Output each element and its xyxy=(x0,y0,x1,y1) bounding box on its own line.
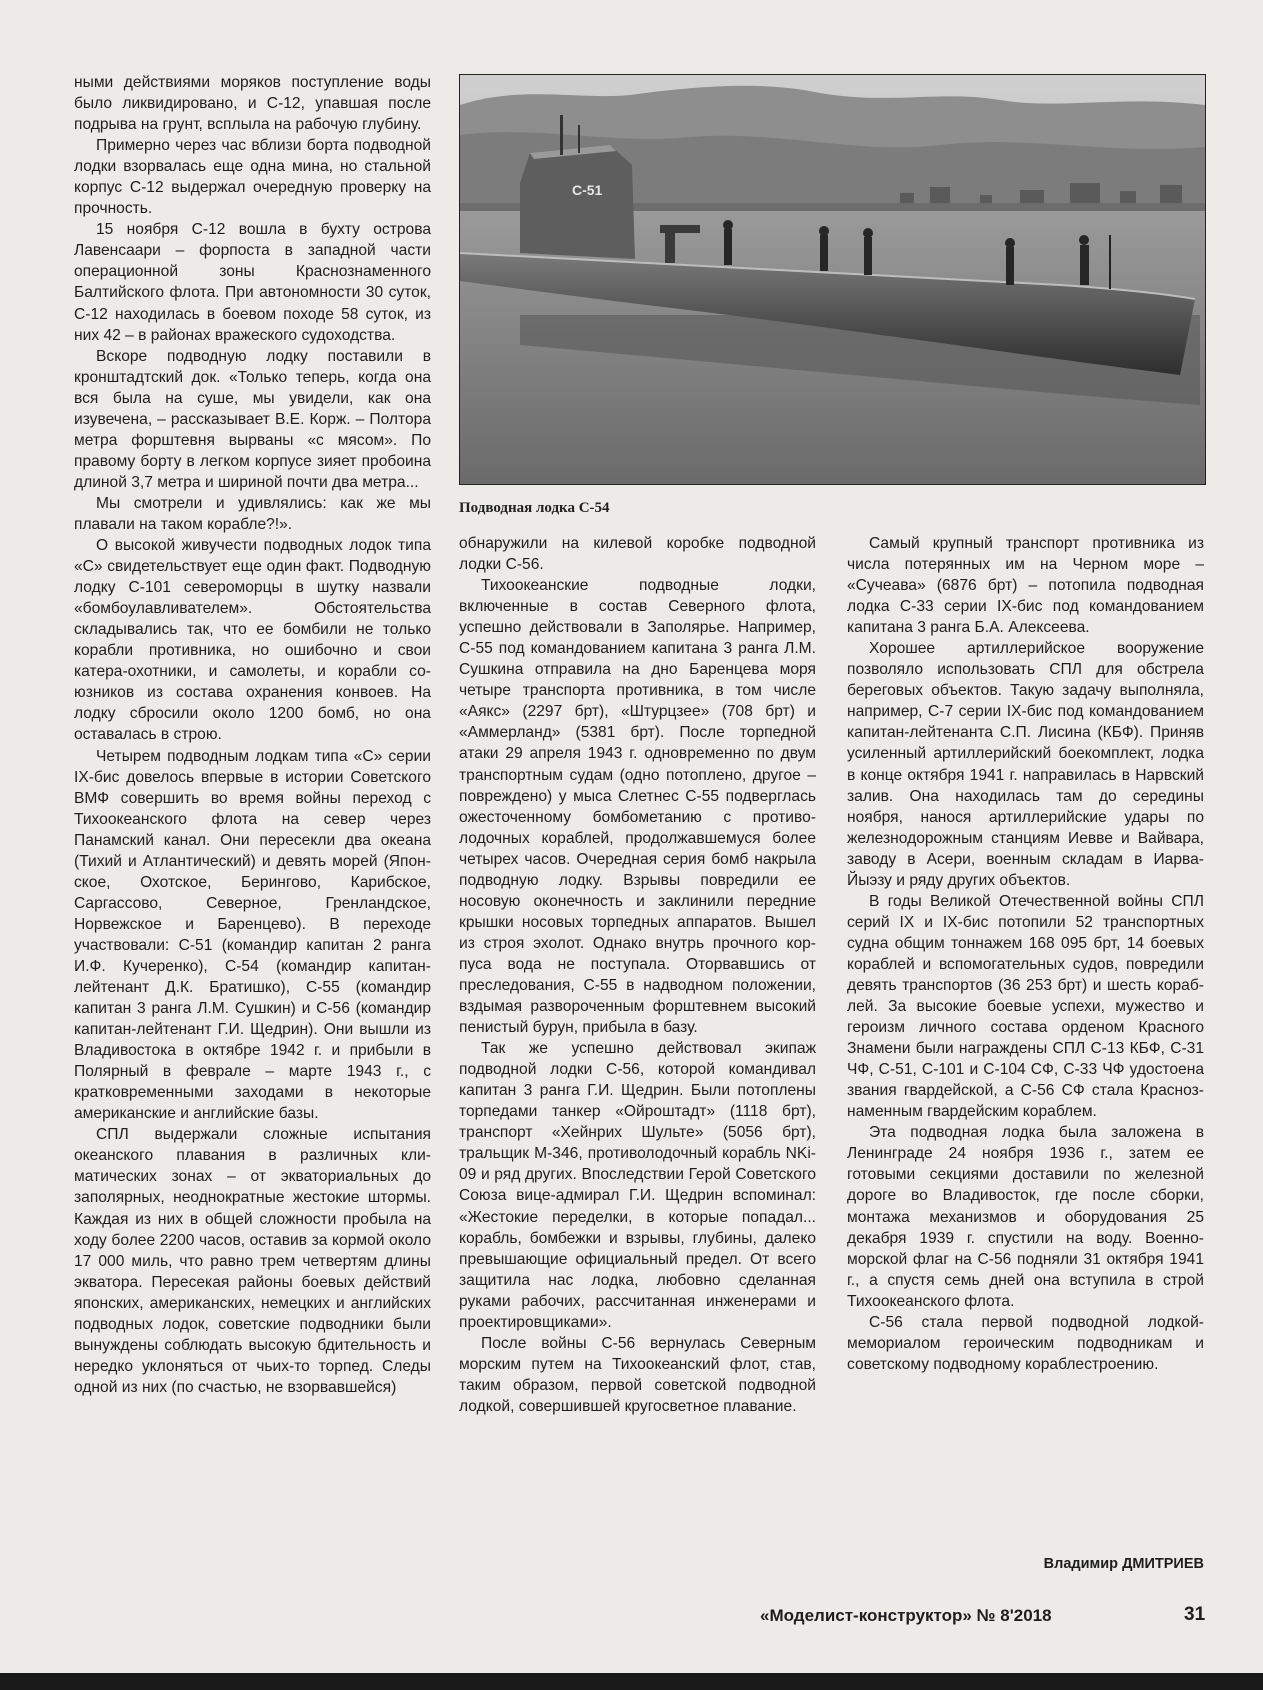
paragraph: После войны С-56 вернулась Северным морским путем на Тихоокеанский флот, став, таким образом, первой советской подводной лодкой, совершившей кругосветное плавание. xyxy=(459,1334,816,1415)
paragraph: Примерно через час вблизи борта подводной лодки взорвалась еще одна мина, но стальной корпус С-12 выдержал очередную проверку на прочность. xyxy=(74,137,431,218)
paragraph: В годы Великой Отечественной войны СПЛ серий IX и IX-бис потопили 52 транспортных судна общим тоннажем 168 095 брт, 14 боевых кораблей и вспомогательных судов, повредили девять транспортов (36 253 брт) и шесть кораблей. За высокие боевые успехи, мужество и героизм личного состава орденом Красного Знамени были награждены СПЛ С-13 КБФ, С-31 ЧФ, С-51, С-101 и С-104 СФ, С-33 ЧФ удостоена звания гвардейской, а С-56 СФ стала Краснознаменным гвардейским кораблем. xyxy=(847,892,1204,1121)
paragraph: СПЛ выдержали сложные испытания океанского плавания в различных климатических зонах – от экваториальных до заполярных, неоднократные жестокие штормы. Каждая из них в общей сложности пробыла на ходу более 2200 часов, оставив за кормой около 17 000 миль, что равно трем четвертям длины экватора. Пересекая районы боевых действий японских, американских, немецких и английских подводных лодок, советские подводники были вынуждены соблюдать высокую бдительность и нередко уклоняться от чьих-то торпед. Следы одной из них (по счастью, не взорвавшейся) xyxy=(74,1126,431,1396)
hull-marking: С-51 xyxy=(572,182,603,198)
paragraph: О высокой живучести подводных лодок типа «С» свидетельствует еще один факт. Подводную лодку С-101 североморцы в шутку назвали «бомбоулавливателем». Обстоятельства складывались так, что ее бомбили не только корабли противника, но ошибочно и свои катера-охотники, и самолеты, и корабли союзников из состава охранения конвоев. На лодку сбросили около 1200 бомб, но она оставалась в строю. xyxy=(74,537,431,744)
paragraph: Четырем подводным лодкам типа «С» серии IX-бис довелось впервые в истории Советского ВМФ совершить во время войны переход с Тихоокеанского флота на север через Панамский канал. Они пересекли два океана (Тихий и Атлантический) и девять морей (Японское, Охотское, Берингово, Карибское, Саргассово, Северное, Гренландское, Норвежское и Баренцево). В переходе участвовали: С-51 (командир капитан 2 ранга И.Ф. Кучеренко), С-54 (командир капитан-лейтенант Д.К. Братишко), С-55 (командир капитан 3 ранга Л.М. Сушкин) и С-56 (командир капитан-лейтенант Г.И. Щедрин). Они вышли из Владивостока в октябре 1942 г. и прибыли в Полярный в феврале – марте 1943 г., с кратковременными заходами в некоторые американские и английские базы. xyxy=(74,747,431,1123)
paragraph: обнаружили на килевой коробке подводной лодки С-56. xyxy=(459,535,816,574)
paragraph: Самый крупный транспорт противника из числа потерянных им на Черном море – «Сучеава» (6876 брт) – потопила подводная лодка С-33 серии IX-бис под командованием капитана 3 ранга Б.А. Алексеева. xyxy=(847,535,1204,637)
paragraph: Эта подводная лодка была заложена в Ленинграде 24 ноября 1936 г., затем ее готовыми секциями доставили по железной дороге во Владивосток, где после сборки, монтажа механизмов и оборудования 25 декабря 1939 г. спустили на воду. Военно-морской флаг на С-56 подняли 31 октября 1941 г., а спустя семь дней она вступила в строй Тихоокеанского флота. xyxy=(847,1124,1204,1310)
paragraph: Так же успешно действовал экипаж подводной лодки С-56, которой командивал капитан 3 ранга Г.И. Щедрин. Были потоплены торпедами танкер «Ойроштадт» (1118 брт), транспорт «Хейнрих Шульте» (5056 брт), тральщик М-346, противолодочный корабль NKi-09 и ряд других. Впоследствии Герой Советского Союза вице-адмирал Г.И. Щедрин вспоминал: «Жестокие переделки, в которые попадал... корабль, бомбежки и взрывы, глубины, далеко превышающие официальный предел. От всего защитила нас лодка, любовно сделанная руками рабочих, рассчитанная инженерами и проектировщиками». xyxy=(459,1040,816,1331)
paragraph: 15 ноября С-12 вошла в бухту острова Лавенсаари – форпоста в западной части операционной зоны Краснознаменного Балтийского флота. При автономности 30 суток, С-12 находилась в боевом походе 58 суток, из них 42 – в районах вражеского судоходства. xyxy=(74,221,431,344)
paragraph: Тихоокеанские подводные лодки, включенные в состав Северного флота, успешно действовали в Заполярье. Например, С-55 под командованием капитана 3 ранга Л.М. Сушкина отправила на дно Баренцева моря четыре транспорта противника, в том числе «Аякс» (2297 брт), «Штурцзее» (708 брт) и «Аммерланд» (5381 брт). После торпедной атаки 29 апреля 1943 г. одновременно по двум транспортным судам (одно потоплено, другое – повреждено) у мыса Слетнес С-55 подверглась ожесточенному бомбометанию с противолодочных кораблей, продолжавшемуся более четырех часов. Очередная серия бомб накрыла подводную лодку. Взрывы повредили ее носовую оконечность и заклинили передние крышки носовых торпедных аппаратов. Вышел из строя эхолот. Однако внутрь прочного корпуса вода не поступала. Оторвавшись от преследования, С-55 в надводном положении, вздымая развороченным форштевнем высокий пенистый бурун, прибыла в базу. xyxy=(459,577,816,1037)
article-column-1 xyxy=(74,72,431,1398)
submarine-photo xyxy=(459,74,1206,485)
page-number: 31 xyxy=(1184,1604,1206,1625)
article-column-3 xyxy=(847,533,1204,1375)
paragraph: ными действиями моряков поступление воды было ликвидировано, и С-12, упавшая после подрыва на грунт, всплыла на рабочую глубину. xyxy=(74,74,431,134)
photo-caption: Подводная лодка С-54 xyxy=(459,500,610,516)
paragraph: С-56 стала первой подводной лодкой-мемориалом героическим подводникам и советскому подводному кораблестроению. xyxy=(847,1313,1204,1373)
author-signature: Владимир ДМИТРИЕВ xyxy=(1043,1556,1204,1572)
article-column-2 xyxy=(459,533,816,1417)
paragraph: Мы смотрели и удивлялись: как же мы плавали на таком корабле?!». xyxy=(74,494,431,533)
scan-edge xyxy=(0,1673,1263,1690)
paragraph: Хорошее артиллерийское вооружение позволяло использовать СПЛ для обстрела береговых объектов. Такую задачу выполняла, например, С-7 серии IX-бис под командованием капитан-лейтенанта С.П. Лисина (КБФ). Приняв усиленный артиллерийский боекомплект, лодка в конце октября 1941 г. направилась в Нарвский залив. Она находилась там до середины ноября, нанося артиллерийские удары по железнодорожным станциям Иевве и Вайвара, заводу в Асери, военным складам в Иарва-Йыэзу и ряду других объектов. xyxy=(847,640,1204,889)
paragraph: Вскоре подводную лодку поставили в кронштадтский док. «Только теперь, когда она вся была на суше, мы увидели, как она изувечена, – рассказывает В.Е. Корж. – Полтора метра форштевня вырваны «с мясом». По правому борту в легком корпусе зияет пробоина длиной 3,7 метра и шириной почти два метра... xyxy=(74,347,431,491)
magazine-footer: «Моделист-конструктор» № 8'2018 xyxy=(760,1606,1052,1625)
